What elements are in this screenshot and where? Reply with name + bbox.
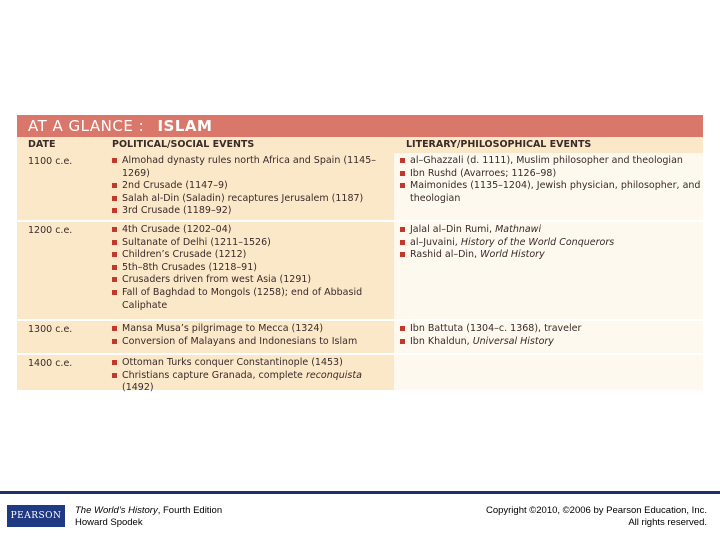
square-bullet-icon	[112, 360, 117, 365]
title-subject: ISLAM	[157, 117, 213, 135]
political-event-text: Sultanate of Delhi (1211–1526)	[122, 236, 271, 248]
list-item	[394, 249, 703, 262]
political-cell	[101, 222, 394, 319]
pearson-logo: PEARSON	[7, 505, 65, 527]
square-bullet-icon	[400, 240, 405, 245]
table-row	[17, 222, 703, 319]
square-bullet-icon	[400, 252, 405, 257]
literary-event-text: Jalal al–Din Rumi,	[410, 224, 496, 235]
panel-title	[28, 117, 212, 135]
square-bullet-icon	[112, 339, 117, 344]
list-item	[394, 323, 703, 336]
list-item	[394, 336, 703, 349]
list-item	[101, 274, 394, 287]
list-item	[101, 237, 394, 250]
square-bullet-icon	[400, 339, 405, 344]
book-title: The World’s History	[75, 505, 158, 516]
square-bullet-icon	[112, 326, 117, 331]
book-author: Howard Spodek	[75, 517, 143, 528]
date-cell: 1300 c.e.	[17, 321, 101, 353]
literary-event-text: al–Ghazzali (d. 1111), Muslim philosopher and theologian	[410, 155, 683, 166]
list-item	[394, 155, 703, 168]
square-bullet-icon	[400, 227, 405, 232]
political-event-text: 2nd Crusade (1147–9)	[122, 180, 228, 192]
political-event-text: Children’s Crusade (1212)	[122, 249, 247, 261]
square-bullet-icon	[112, 240, 117, 245]
square-bullet-icon	[112, 290, 117, 295]
political-event-text: Almohad dynasty rules north Africa and Spain (1145–1269)	[122, 155, 376, 179]
political-event-text: Mansa Musa’s pilgrimage to Mecca (1324)	[122, 323, 324, 334]
list-item	[101, 155, 394, 180]
political-event-text: Salah al-Din (Saladin) recaptures Jerusalem (1187)	[122, 192, 364, 204]
list-item	[101, 336, 394, 349]
literary-event-text: Mathnawi	[495, 224, 542, 235]
square-bullet-icon	[112, 227, 117, 232]
column-headers	[17, 137, 703, 153]
literary-event-text: Ibn Rushd (Avarroes; 1126–98)	[410, 167, 557, 179]
literary-event-text: World History	[480, 249, 545, 261]
literary-cell	[394, 355, 703, 390]
literary-cell	[394, 222, 703, 319]
literary-event-text: History of the World Conquerors	[460, 236, 615, 248]
square-bullet-icon	[112, 373, 117, 378]
square-bullet-icon	[400, 326, 405, 331]
title-separator: :	[138, 117, 145, 135]
title-prefix: AT A GLANCE	[28, 117, 134, 135]
list-item	[394, 224, 703, 237]
literary-column-header: LITERARY/PHILOSOPHICAL EVENTS	[406, 139, 592, 150]
political-event-text: 3rd Crusade (1189–92)	[122, 205, 232, 217]
date-cell: 1100 c.e.	[17, 153, 101, 220]
date-cell: 1200 c.e.	[17, 222, 101, 319]
table-row	[17, 153, 703, 220]
square-bullet-icon	[400, 171, 405, 176]
date-column-header: DATE	[28, 139, 56, 150]
list-item	[101, 224, 394, 237]
date-cell: 1400 c.e.	[17, 355, 101, 390]
square-bullet-icon	[400, 158, 405, 163]
literary-event-text: Universal History	[472, 335, 554, 347]
list-item	[101, 180, 394, 193]
list-item	[394, 168, 703, 181]
book-edition: , Fourth Edition	[157, 505, 223, 516]
list-item	[101, 262, 394, 275]
copyright-line: Copyright ©2010, ©2006 by Pearson Education, Inc.	[485, 505, 707, 516]
political-event-text: 5th–8th Crusades (1218–91)	[122, 261, 257, 273]
political-event-text: 4th Crusade (1202–04)	[122, 224, 232, 235]
rights-line: All rights reserved.	[628, 517, 707, 528]
political-cell	[101, 321, 394, 353]
copyright-notice	[486, 505, 707, 529]
list-item	[101, 357, 394, 370]
literary-event-text: Maimonides (1135–1204), Jewish physician, philosopher, and theologian	[410, 180, 701, 204]
list-item	[101, 205, 394, 218]
square-bullet-icon	[112, 183, 117, 188]
square-bullet-icon	[112, 208, 117, 213]
political-event-text: Ottoman Turks conquer Constantinople (1453)	[122, 357, 343, 368]
literary-event-text: Rashid al–Din,	[410, 249, 481, 261]
list-item	[394, 180, 703, 205]
list-item	[101, 249, 394, 262]
at-a-glance-table	[17, 115, 703, 394]
square-bullet-icon	[112, 265, 117, 270]
footer-rule	[0, 491, 720, 494]
literary-event-text: Ibn Battuta (1304–c. 1368), traveler	[410, 323, 582, 334]
title-bar	[17, 115, 703, 137]
list-item	[101, 287, 394, 312]
literary-event-text: al–Juvaini,	[410, 236, 461, 248]
political-cell	[101, 355, 394, 394]
literary-cell	[394, 321, 703, 353]
table-row	[17, 355, 703, 394]
political-event-text: Conversion of Malayans and Indonesians to Islam	[122, 335, 358, 347]
political-event-text: Fall of Baghdad to Mongols (1258); end of Abbasid Caliphate	[122, 286, 363, 311]
square-bullet-icon	[112, 277, 117, 282]
political-event-text: Christians capture Granada, complete reconquista (1492)	[122, 369, 362, 394]
square-bullet-icon	[112, 158, 117, 163]
literary-cell	[394, 153, 703, 220]
list-item	[394, 237, 703, 250]
square-bullet-icon	[112, 196, 117, 201]
literary-event-text: Ibn Khaldun,	[410, 335, 473, 347]
political-column-header: POLITICAL/SOCIAL EVENTS	[112, 139, 255, 150]
square-bullet-icon	[400, 183, 405, 188]
political-event-text: Crusaders driven from west Asia (1291)	[122, 274, 312, 286]
list-item	[101, 193, 394, 206]
political-cell	[101, 153, 394, 220]
book-credit	[75, 505, 222, 529]
square-bullet-icon	[112, 252, 117, 257]
list-item	[101, 370, 394, 395]
table-row	[17, 321, 703, 353]
list-item	[101, 323, 394, 336]
